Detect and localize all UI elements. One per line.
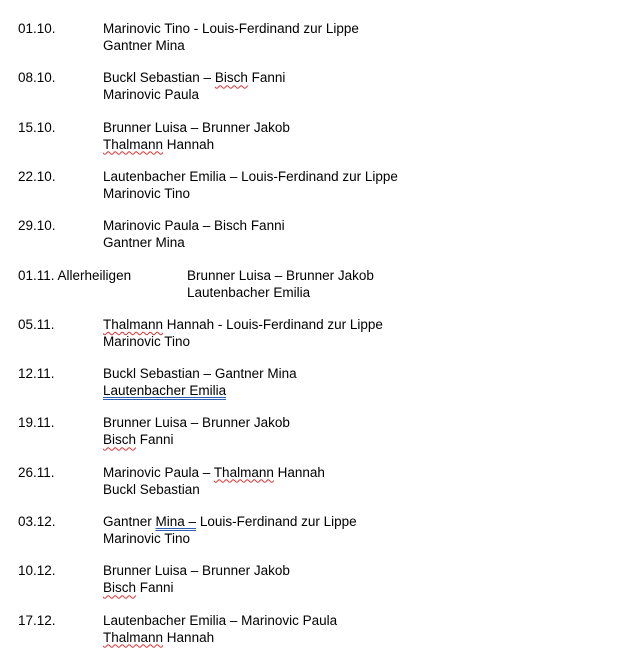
entry-date: 26.11. bbox=[18, 464, 55, 480]
entry-names bbox=[103, 119, 290, 153]
entry-names bbox=[103, 414, 290, 448]
schedule-entry bbox=[18, 414, 630, 454]
names-line-1 bbox=[103, 464, 325, 481]
name-text: Brunner Luisa – Brunner Jakob bbox=[187, 267, 374, 283]
entry-date: 22.10. bbox=[18, 168, 56, 184]
names-line-1 bbox=[103, 365, 297, 382]
name-text: Buckl Sebastian bbox=[103, 481, 200, 497]
name-text: Lautenbacher Emilia bbox=[187, 284, 311, 300]
names-line-2 bbox=[103, 333, 383, 350]
names-line-2 bbox=[103, 481, 325, 498]
schedule-entry bbox=[18, 513, 630, 553]
spelling-mark: Thalmann bbox=[103, 629, 164, 645]
name-text: Marinovic Tino bbox=[103, 333, 191, 349]
schedule-entry bbox=[18, 316, 630, 356]
names-line-2 bbox=[103, 234, 285, 251]
name-text: Buckl Sebastian – bbox=[103, 70, 215, 86]
name-text: Gantner Mina bbox=[103, 38, 185, 53]
names-line-1 bbox=[103, 414, 290, 431]
entry-date: 29.10. bbox=[18, 218, 56, 234]
name-text: Gantner Mina bbox=[103, 235, 185, 251]
names-line-2 bbox=[103, 136, 290, 153]
name-text: Marinovic Tino bbox=[103, 185, 191, 201]
name-text: Marinovic Paula bbox=[103, 87, 200, 103]
entry-names bbox=[103, 562, 290, 596]
spelling-mark: Thalmann bbox=[103, 316, 164, 332]
entry-date: 01.11. Allerheiligen bbox=[18, 267, 132, 283]
name-text: Hannah bbox=[163, 136, 215, 152]
name-text: Brunner Luisa – Brunner Jakob bbox=[103, 119, 290, 135]
name-text: Marinovic Paula – bbox=[103, 464, 214, 480]
names-line-2 bbox=[103, 629, 337, 646]
name-text: Fanni bbox=[136, 432, 174, 448]
entry-date: 19.11. bbox=[18, 415, 55, 431]
names-line-2 bbox=[103, 86, 285, 103]
entry-names bbox=[103, 20, 359, 54]
entry-date: 10.12. bbox=[18, 563, 56, 579]
entry-date: 05.11. bbox=[18, 316, 55, 332]
names-line-1 bbox=[103, 316, 383, 333]
name-text: Brunner Luisa – Brunner Jakob bbox=[103, 415, 290, 431]
name-text: Marinovic Tino bbox=[103, 531, 191, 546]
names-line-1 bbox=[103, 69, 285, 86]
spelling-mark: Thalmann bbox=[103, 136, 164, 152]
names-line-1 bbox=[103, 168, 398, 185]
entry-names bbox=[103, 69, 285, 103]
grammar-mark: Mina – bbox=[155, 514, 197, 529]
entry-date: 15.10. bbox=[18, 119, 56, 135]
entry-date: 03.12. bbox=[18, 514, 56, 529]
name-text: Brunner Luisa – Brunner Jakob bbox=[103, 563, 290, 579]
names-line-2 bbox=[103, 185, 398, 202]
entry-names bbox=[103, 513, 357, 547]
schedule-entry bbox=[18, 20, 630, 60]
entry-names bbox=[187, 267, 374, 301]
name-text: Louis-Ferdinand zur Lippe bbox=[196, 514, 357, 529]
entry-names bbox=[103, 168, 398, 202]
names-line-1 bbox=[103, 20, 359, 37]
grammar-mark: Lautenbacher Emilia bbox=[103, 383, 227, 399]
entry-names bbox=[103, 217, 285, 251]
spelling-mark: Bisch bbox=[214, 70, 248, 86]
names-line-1 bbox=[103, 217, 285, 234]
schedule-entry bbox=[18, 612, 630, 652]
names-line-2 bbox=[103, 530, 357, 547]
name-text: Fanni bbox=[247, 70, 286, 86]
schedule-entry bbox=[18, 168, 630, 208]
name-text: Fanni bbox=[136, 580, 174, 596]
names-line-1 bbox=[187, 267, 374, 284]
entry-names bbox=[103, 464, 325, 498]
name-text: Marinovic Tino - Louis-Ferdinand zur Lippe bbox=[103, 21, 359, 36]
schedule-entry bbox=[18, 562, 630, 602]
entry-date: 01.10. bbox=[18, 21, 56, 36]
names-line-1 bbox=[103, 612, 337, 629]
spelling-mark: Bisch bbox=[103, 580, 137, 596]
spelling-mark: Bisch bbox=[103, 432, 137, 448]
entry-date: 08.10. bbox=[18, 70, 56, 86]
schedule-entry bbox=[18, 69, 630, 109]
schedule-entry bbox=[18, 464, 630, 504]
names-line-2 bbox=[103, 431, 290, 448]
entry-date: 17.12. bbox=[18, 612, 56, 628]
names-line-1 bbox=[103, 562, 290, 579]
entry-date: 12.11. bbox=[18, 366, 55, 382]
schedule-entry bbox=[18, 365, 630, 405]
entry-names bbox=[103, 316, 383, 350]
name-text: Gantner bbox=[103, 514, 156, 529]
schedule-entry bbox=[18, 119, 630, 159]
name-text: Lautenbacher Emilia – Marinovic Paula bbox=[103, 612, 338, 628]
spelling-mark: Thalmann bbox=[213, 464, 274, 480]
schedule-entry bbox=[18, 267, 630, 307]
name-text: Lautenbacher Emilia – Louis-Ferdinand zur Lippe bbox=[103, 168, 398, 184]
entry-names bbox=[103, 365, 297, 399]
names-line-2 bbox=[103, 382, 297, 399]
names-line-1 bbox=[103, 119, 290, 136]
name-text: Buckl Sebastian – Gantner Mina bbox=[103, 366, 297, 382]
name-text: Hannah - Louis-Ferdinand zur Lippe bbox=[163, 316, 383, 332]
names-line-2 bbox=[103, 37, 359, 54]
names-line-2 bbox=[187, 284, 374, 301]
name-text: Hannah bbox=[163, 629, 215, 645]
names-line-2 bbox=[103, 579, 290, 596]
names-line-1 bbox=[103, 513, 357, 530]
name-text: Hannah bbox=[273, 464, 325, 480]
name-text: Marinovic Paula – Bisch Fanni bbox=[103, 218, 285, 234]
entry-names bbox=[103, 612, 337, 646]
schedule-entry bbox=[18, 217, 630, 257]
